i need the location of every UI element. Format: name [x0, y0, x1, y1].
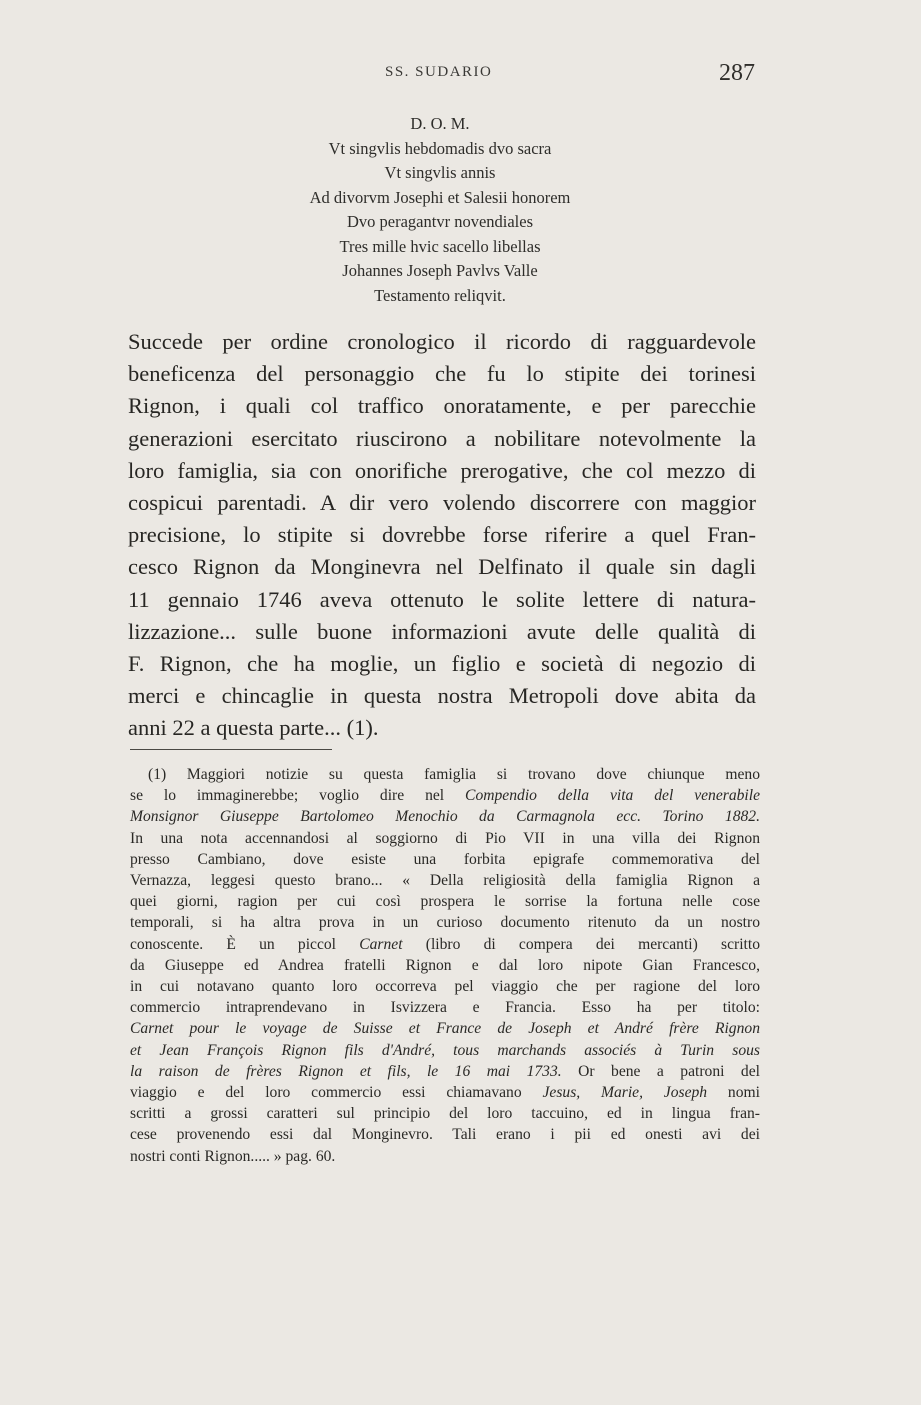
body-line: Succede per ordine cronologico il ricordo di ragguardevole — [128, 329, 756, 354]
body-line: Rignon, i quali col traffico onoratamente, e per parecchie — [128, 393, 756, 419]
footnote-line: presso Cambiano, dove esiste una forbita epigrafe commemorativa del — [130, 850, 760, 868]
body-line: beneficenza del personaggio che fu lo stipite dei torinesi — [128, 361, 756, 387]
footnote-line: Monsignor Giuseppe Bartolomeo Menochio da Carmagnola ecc. Torino 1882. — [130, 808, 760, 826]
footnote-line: nostri conti Rignon..... » pag. 60. — [130, 1147, 336, 1165]
footnote-line: temporali, si ha altra prova in un curioso documento ritenuto da un nostro — [130, 914, 760, 932]
footnote-line: (1) Maggiori notizie su questa famiglia si trovano dove chiunque meno — [148, 766, 760, 783]
footnote-title-italic: Compendio della vita del venerabile — [465, 787, 761, 805]
epigraph-line: Tres mille hvic sacello libellas — [339, 236, 541, 256]
footnote-text: se lo immaginerebbe; voglio dire nel — [130, 787, 466, 805]
footnote-line: Carnet pour le voyage de Suisse et France de Joseph et André frère Rignon — [130, 1020, 760, 1038]
body-line: 11 gennaio 1746 aveva ottenuto le solite lettere di natura- — [128, 586, 756, 612]
footnote-text: Or bene a patroni del — [561, 1062, 760, 1080]
footnote-line: cese provenendo essi dal Monginevro. Tali erano i pii ed onesti avi dei — [130, 1126, 760, 1144]
epigraph-inscription — [150, 112, 730, 308]
footnote — [130, 764, 760, 1167]
footnote-line: In una nota accennandosi al soggiorno di Pio VII in una villa dei Rignon — [130, 829, 760, 847]
body-line: loro famiglia, sia con onorifiche prerogative, che col mezzo di — [128, 457, 756, 483]
epigraph-line: Vt singvlis annis — [384, 163, 496, 182]
body-line: lizzazione... sulle buone informazioni avute delle qualità di — [128, 618, 756, 644]
epigraph-line: Testamento reliqvit. — [374, 285, 506, 305]
body-line: cospicui parentadi. A dir vero volendo discorrere con maggior — [128, 490, 756, 516]
footnote-line — [130, 1082, 760, 1103]
body-line: generazioni esercitato riuscirono a nobilitare notevolmente la — [128, 425, 756, 451]
footnote-names-italic: Jesus, Marie, Joseph — [542, 1084, 708, 1102]
footnote-text: viaggio e del loro commercio essi chiamavano — [130, 1084, 543, 1102]
body-line: precisione, lo stipite si dovrebbe forse riferire a quel Fran- — [128, 522, 756, 548]
epigraph-line: D. O. M. — [410, 114, 470, 133]
epigraph-line: Johannes Joseph Pavlvs Valle — [342, 261, 538, 280]
footnote-line: et Jean François Rignon fils d'André, tous marchands associés à Turin sous — [130, 1041, 760, 1059]
footnote-line — [130, 934, 760, 955]
footnote-text: (libro di compera dei mercanti) scritto — [402, 935, 760, 953]
footnote-line: commercio intraprendevano in Isvizzera e Francia. Esso ha per titolo: — [130, 999, 760, 1017]
page-header — [130, 60, 755, 90]
main-paragraph — [128, 326, 756, 745]
footnote-text: nomi — [707, 1084, 760, 1102]
footnote-line: scritti a grossi caratteri sul principio del loro taccuino, ed in lingua fran- — [130, 1105, 760, 1123]
running-head: SS. SUDARIO — [385, 64, 493, 80]
footnote-line — [130, 1061, 760, 1082]
body-line: merci e chincaglie in questa nostra Metropoli dove abita da — [128, 683, 756, 709]
footnote-divider — [130, 749, 332, 750]
epigraph-line: Ad divorvm Josephi et Salesii honorem — [309, 187, 571, 207]
epigraph-line: Dvo peragantvr novendiales — [346, 212, 534, 231]
body-line: F. Rignon, che ha moglie, un figlio e società di negozio di — [128, 651, 756, 677]
footnote-line: da Giuseppe ed Andrea fratelli Rignon e dal loro nipote Gian Francesco, — [130, 956, 760, 974]
body-line: anni 22 a questa parte... (1). — [128, 715, 379, 741]
footnote-line: quei giorni, ragion per cui così prospera le sorrise la fortuna nelle cose — [130, 893, 760, 911]
footnote-line: Vernazza, leggesi questo brano... « Della religiosità della famiglia Rignon a — [130, 872, 760, 890]
footnote-carnet-italic: Carnet — [359, 935, 403, 953]
page-number: 287 — [719, 60, 755, 86]
epigraph-line: Vt singvlis hebdomadis dvo sacra — [328, 138, 552, 158]
footnote-text: conoscente. È un piccol — [130, 935, 360, 953]
footnote-line — [130, 785, 760, 806]
footnote-line: in cui notavano quanto loro occorreva pel viaggio che per ragione del loro — [130, 978, 760, 996]
body-line: cesco Rignon da Monginevra nel Delfinato il quale sin dagli — [128, 554, 756, 580]
footnote-title-italic: la raison de frères Rignon et fils, le 16 mai 1733. — [130, 1062, 562, 1080]
